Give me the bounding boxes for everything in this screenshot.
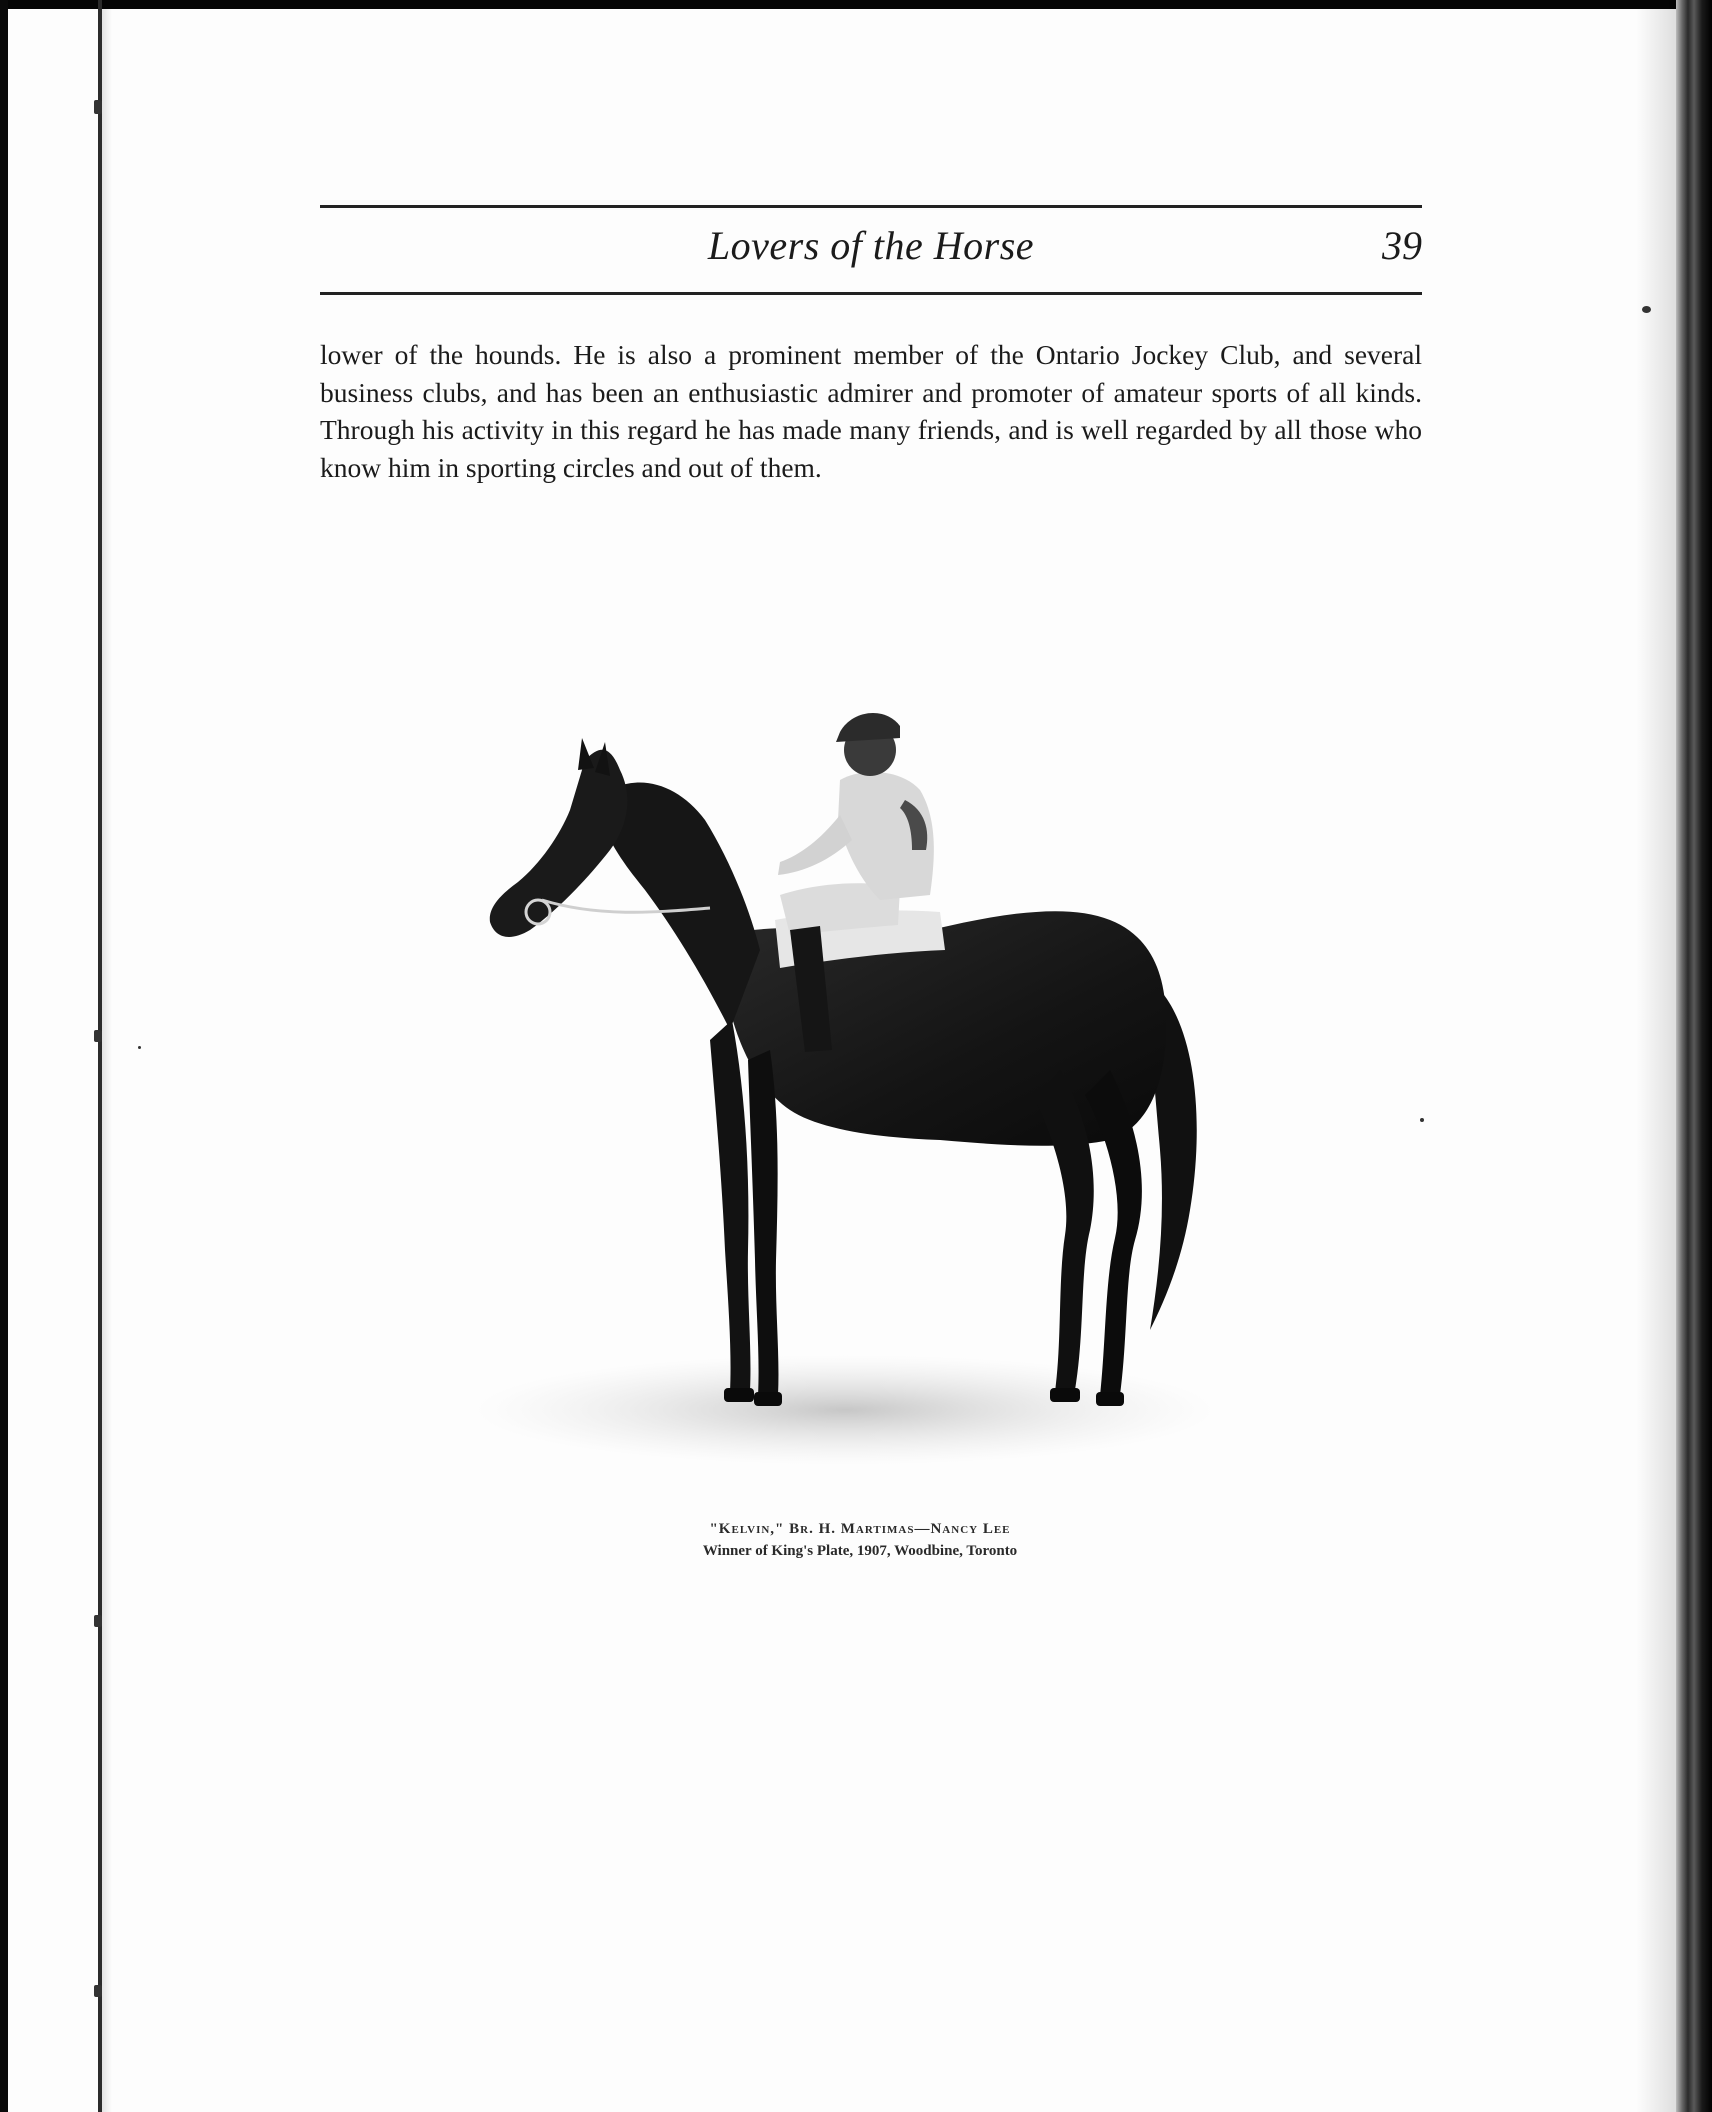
hoof [1050, 1388, 1080, 1402]
jockey-arm [778, 815, 852, 875]
scan-top-edge [0, 0, 1712, 9]
caption-line-2: Winner of King's Plate, 1907, Woodbine, Toronto [702, 1543, 1018, 1559]
horse-ear [578, 738, 594, 770]
body-paragraph: lower of the hounds. He is also a prominent member of the Ontario Jockey Club, and several business clubs, and has been an enthusiastic admirer and promoter of amateur sports of all kinds. Through his activity in this regard he has made many friends, and is well regarded by all those who know him in sporting circles and out of them. [320, 339, 1422, 483]
binding-shade [1636, 0, 1676, 2112]
scan-speck [1642, 306, 1651, 313]
jockey-cap [836, 713, 900, 742]
scan-speck [94, 100, 102, 114]
header-bottom-rule [320, 292, 1422, 295]
scan-speck [94, 1030, 102, 1042]
figure-caption [560, 1518, 1160, 1562]
hoof [754, 1392, 782, 1406]
page-number: 39 [1382, 223, 1422, 268]
running-title: Lovers of the Horse [707, 223, 1035, 268]
caption-line-1: "Kelvin," Br. H. Martimas—Nancy Lee [709, 1521, 1011, 1537]
scan-speck [94, 1615, 102, 1627]
horse-head [490, 750, 628, 937]
scan-speck [1420, 1118, 1424, 1122]
horse-and-jockey-illustration [460, 650, 1230, 1480]
horse-front-leg [748, 1050, 778, 1396]
horse-photograph [460, 650, 1230, 1480]
header-top-rule [320, 205, 1422, 208]
scan-speck [94, 1985, 102, 1997]
hoof [724, 1388, 754, 1402]
book-binding-edge [1676, 0, 1712, 2112]
scan-speck [138, 1046, 141, 1049]
hoof [1096, 1392, 1124, 1406]
page-gutter-shade [102, 0, 112, 2112]
horse-front-leg [710, 1020, 750, 1392]
scan-left-edge [0, 0, 8, 2112]
